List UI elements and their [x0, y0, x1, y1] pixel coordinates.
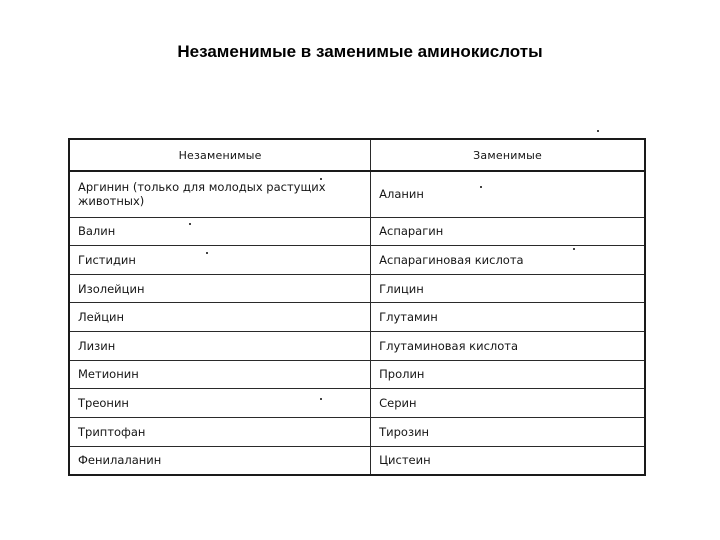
essential-cell: Гистидин [70, 246, 371, 275]
nonessential-cell: Цистеин [371, 446, 644, 474]
nonessential-cell: Аспарагин [371, 217, 644, 246]
table-row [70, 303, 644, 332]
scan-speck [189, 223, 191, 225]
scan-speck [480, 186, 482, 188]
essential-cell: Фенилаланин [70, 446, 371, 474]
table-row [70, 389, 644, 418]
essential-cell: Метионин [70, 360, 371, 389]
scan-speck [573, 248, 575, 250]
table-row [70, 446, 644, 474]
essential-cell: Лизин [70, 332, 371, 361]
table-row [70, 171, 644, 217]
nonessential-cell: Глутаминовая кислота [371, 332, 644, 361]
nonessential-cell: Глицин [371, 274, 644, 303]
scan-speck [320, 398, 322, 400]
nonessential-cell: Пролин [371, 360, 644, 389]
nonessential-cell: Аспарагиновая кислота [371, 246, 644, 275]
table-row [70, 217, 644, 246]
essential-cell: Лейцин [70, 303, 371, 332]
amino-acids-table [70, 140, 644, 474]
scan-speck [206, 252, 208, 254]
table-header-row [70, 140, 644, 171]
essential-cell: Треонин [70, 389, 371, 418]
table-row [70, 274, 644, 303]
table-row [70, 360, 644, 389]
header-essential: Незаменимые [70, 140, 371, 171]
essential-cell: Изолейцин [70, 274, 371, 303]
nonessential-cell: Аланин [371, 171, 644, 217]
nonessential-cell: Серин [371, 389, 644, 418]
table-row [70, 332, 644, 361]
essential-cell: Аргинин (только для молодых растущих животных) [70, 171, 371, 217]
scanned-table-image [68, 138, 646, 476]
nonessential-cell: Глутамин [371, 303, 644, 332]
nonessential-cell: Тирозин [371, 417, 644, 446]
slide-title: Незаменимые в заменимые аминокислоты [177, 42, 543, 61]
table-row [70, 417, 644, 446]
header-nonessential: Заменимые [371, 140, 644, 171]
essential-cell: Валин [70, 217, 371, 246]
scan-speck [320, 178, 322, 180]
scan-speck [597, 130, 599, 132]
table-row [70, 246, 644, 275]
essential-cell: Триптофан [70, 417, 371, 446]
